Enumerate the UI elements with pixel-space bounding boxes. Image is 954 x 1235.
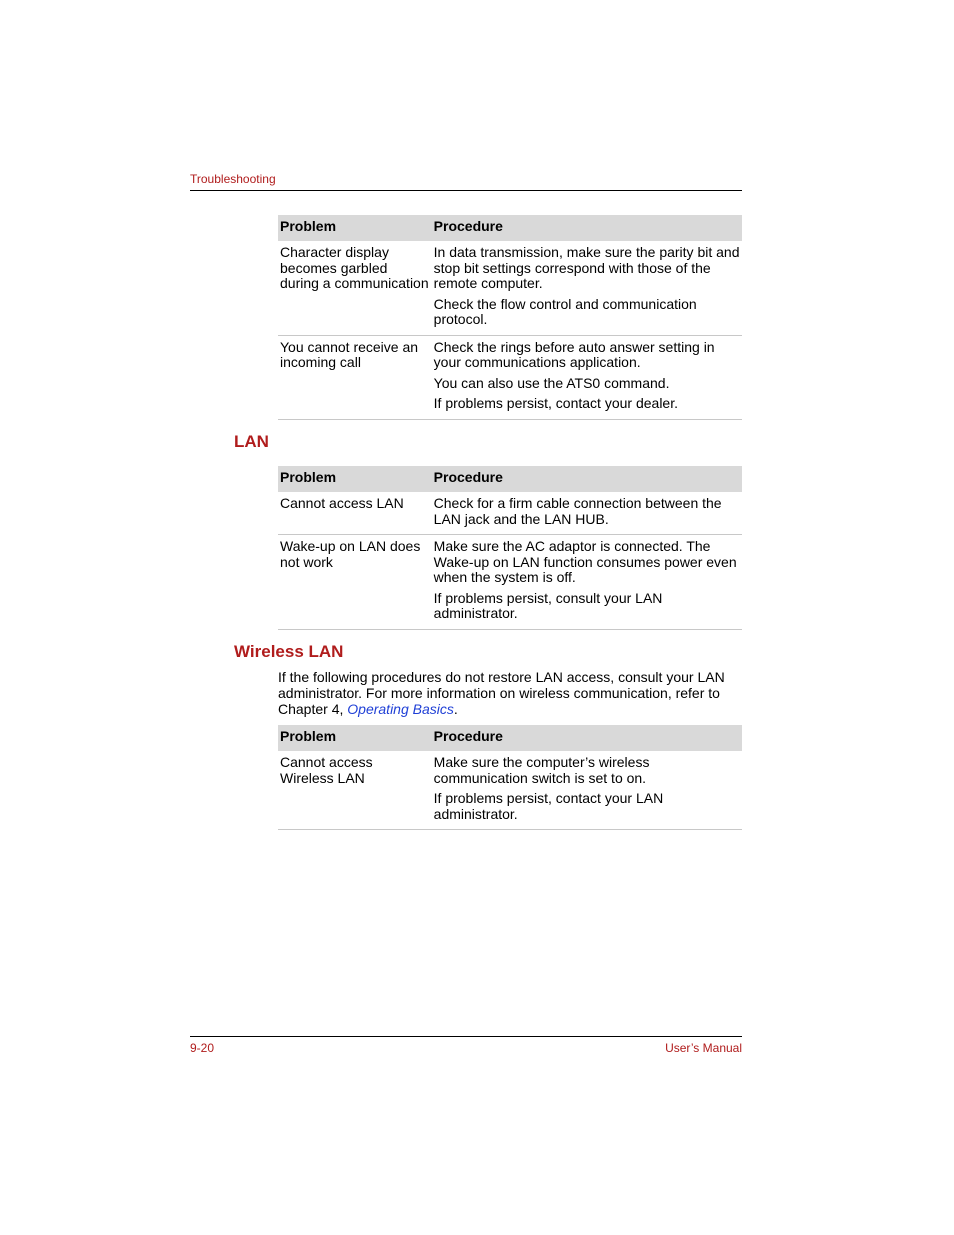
table-header-row bbox=[278, 215, 742, 241]
page-number: 9-20 bbox=[190, 1041, 215, 1055]
manual-title: User’s Manual bbox=[665, 1041, 742, 1055]
running-header: Troubleshooting bbox=[190, 172, 276, 186]
problem-cell: Cannot access Wireless LAN bbox=[278, 751, 432, 830]
procedure-step: In data transmission, make sure the parity bit and stop bit settings correspond with those of the remote computer. bbox=[433, 244, 740, 291]
column-header-procedure: Procedure bbox=[432, 725, 742, 751]
problem-cell: Cannot access LAN bbox=[278, 492, 432, 535]
procedure-step: Check the flow control and communication protocol. bbox=[433, 295, 697, 327]
procedure-cell bbox=[432, 241, 742, 335]
column-header-problem: Problem bbox=[278, 725, 432, 751]
wireless-lan-troubleshooting-table bbox=[278, 725, 742, 830]
column-header-procedure: Procedure bbox=[432, 466, 742, 492]
column-header-procedure: Procedure bbox=[432, 215, 742, 241]
procedure-cell bbox=[432, 751, 742, 830]
table-row bbox=[278, 335, 742, 419]
table-header-row bbox=[278, 466, 742, 492]
problem-cell: You cannot receive an incoming call bbox=[278, 335, 432, 419]
table-row bbox=[278, 535, 742, 630]
section-title-wireless-lan: Wireless LAN bbox=[234, 642, 344, 661]
table-header-row bbox=[278, 725, 742, 751]
procedure-cell bbox=[432, 535, 742, 630]
intro-end: . bbox=[453, 701, 458, 717]
operating-basics-link[interactable]: Operating Basics bbox=[347, 701, 454, 717]
section-title-lan: LAN bbox=[234, 432, 269, 451]
column-header-problem: Problem bbox=[278, 466, 432, 492]
procedure-step: Make sure the computer’s wireless communication switch is set to on. bbox=[433, 754, 650, 786]
procedure-step: You can also use the ATS0 command. bbox=[433, 374, 670, 391]
procedure-cell bbox=[432, 492, 742, 535]
procedure-step: If problems persist, contact your LAN administrator. bbox=[433, 790, 664, 822]
modem-troubleshooting-table bbox=[278, 215, 742, 420]
procedure-step: If problems persist, contact your dealer. bbox=[433, 395, 678, 411]
column-header-problem: Problem bbox=[278, 215, 432, 241]
procedure-step: If problems persist, consult your LAN administrator. bbox=[433, 589, 663, 621]
problem-cell: Wake-up on LAN does not work bbox=[278, 535, 432, 630]
table-row bbox=[278, 492, 742, 535]
procedure-step: Check the rings before auto answer setting in your communications application. bbox=[433, 338, 715, 370]
intro-text: If the following procedures do not restore LAN access, consult your LAN administrator. For more information on wireless communication, refer to Chapter 4, bbox=[278, 669, 725, 717]
table-row bbox=[278, 241, 742, 335]
procedure-step: Check for a firm cable connection between the LAN jack and the LAN HUB. bbox=[433, 495, 722, 527]
procedure-cell bbox=[432, 335, 742, 419]
procedure-step: Make sure the AC adaptor is connected. The Wake-up on LAN function consumes power even when the system is off. bbox=[433, 538, 737, 585]
problem-cell: Character display becomes garbled during a communication bbox=[278, 241, 432, 335]
footer-rule bbox=[190, 1036, 742, 1037]
wireless-lan-intro bbox=[278, 669, 742, 717]
header-rule bbox=[190, 190, 742, 191]
table-row bbox=[278, 751, 742, 830]
lan-troubleshooting-table bbox=[278, 466, 742, 630]
